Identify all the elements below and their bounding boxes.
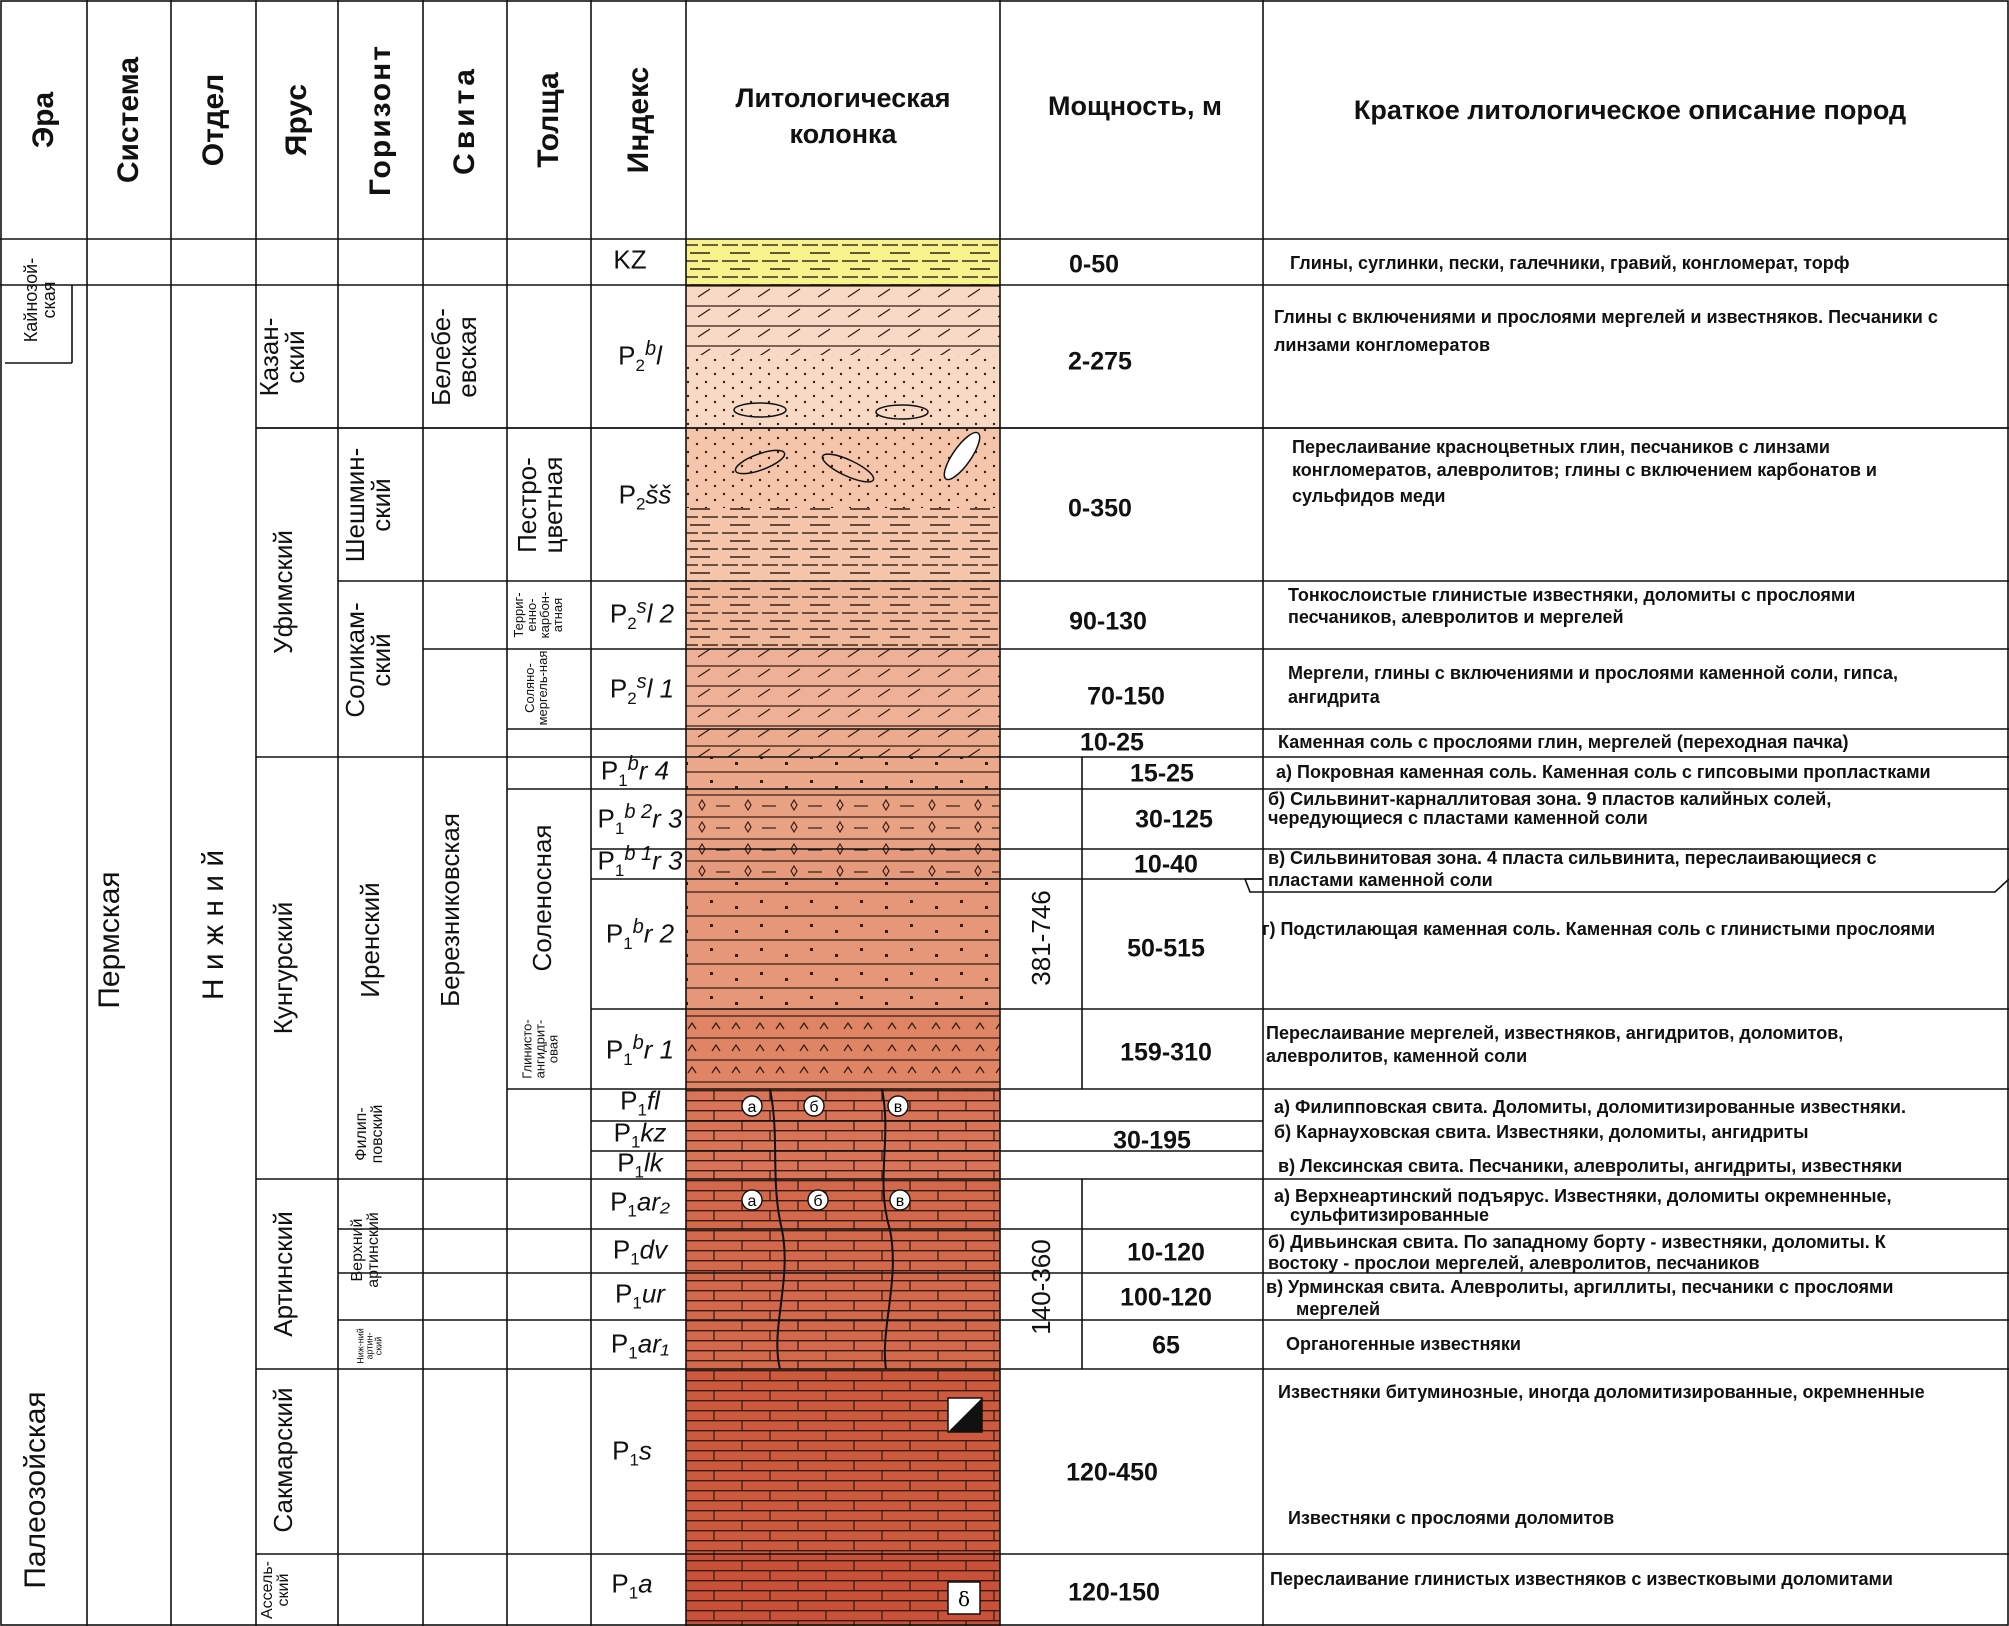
thickness-dv: 10-120 <box>1127 1238 1205 1267</box>
thickness-filippov: 30-195 <box>1113 1126 1191 1155</box>
header-series-label: Отдел <box>196 73 230 166</box>
header-thickness: Мощность, м <box>1047 91 1223 121</box>
unit-glinisto: Глинисто-ангидрит-овая <box>519 1019 561 1079</box>
desc-solyano-2: ангидрита <box>1288 687 1380 707</box>
desc-kz: Глины, суглинки, пески, галечники, гравий, конгломерат, торф <box>1290 253 1850 273</box>
header-description: Краткое литологическое описание пород <box>1353 95 1907 125</box>
index-label: $P_1kz$ <box>613 1117 667 1152</box>
system-perm: Пермская <box>93 871 126 1009</box>
index-label: $P_1^{b 2}r$ 3 <box>597 801 683 838</box>
desc-terrig-1: Тонкослоистые глинистые известняки, доломиты с прослоями <box>1288 585 1856 605</box>
desc-sheshmin-2: конгломератов, алевролитов; глины с включением карбонатов и <box>1292 460 1877 480</box>
header-series <box>171 0 256 239</box>
desc-sakmar-1: Известняки битуминозные, иногда доломитизированные, окремненные <box>1278 1382 1925 1402</box>
thickness-r2: 50-515 <box>1127 934 1205 963</box>
header-era <box>0 0 87 239</box>
desc-ur-1: в) Урминская свита. Алевролиты, аргиллиты, песчаники с прослоями <box>1266 1277 1894 1297</box>
header-horizon-label: Горизонт <box>363 43 397 196</box>
desc-r1-2: алевролитов, каменной соли <box>1266 1046 1528 1066</box>
thickness-transition: 10-25 <box>1080 728 1144 757</box>
stage-assel: Ассель-ский <box>259 1560 292 1620</box>
thickness-r3b2: 30-125 <box>1135 805 1213 834</box>
era-paleozoic: Палеозойская <box>19 1391 52 1589</box>
delta-symbol: δ <box>957 1587 971 1611</box>
marker-a-label: а <box>747 1193 757 1210</box>
desc-sheshmin-3: сульфидов меди <box>1292 486 1446 506</box>
index-label: $P_1^br$ 4 <box>600 753 670 790</box>
index-label: $P_1^{b 1}r$ 3 <box>597 843 683 880</box>
stage-artinsk: Артинский <box>268 1211 298 1337</box>
horizon-lower-artinsk: Ниж-ний артин-ский <box>355 1328 384 1364</box>
desc-r2: г) Подстилающая каменная соль. Каменная соль с глинистыми прослоями <box>1262 919 1936 939</box>
thickness-ur: 100-120 <box>1120 1283 1212 1312</box>
index-label: $P_1a$ <box>611 1568 653 1603</box>
marker-v-label: в <box>895 1193 905 1210</box>
marker-a-label: а <box>747 1099 757 1116</box>
header-index <box>591 0 686 239</box>
horizon-filippov: Филип-повский <box>353 1104 386 1164</box>
index-label: $P_2^bl$ <box>618 338 662 375</box>
thickness-belebey: 2-275 <box>1068 347 1132 376</box>
desc-dv-2: востоку - прослои мергелей, алевролитов, песчаников <box>1268 1253 1760 1273</box>
desc-fl: а) Филипповская свита. Доломиты, доломитизированные известняки. <box>1274 1097 1906 1117</box>
horizon-sheshmin: Шешмин-ский <box>340 447 396 563</box>
desc-r4: а) Покровная каменная соль. Каменная соль с гипсовыми пропластками <box>1276 762 1931 782</box>
desc-r3b2-2: чередующиеся с пластами каменной соли <box>1268 808 1648 828</box>
header-era-label: Эра <box>26 91 60 148</box>
stage-ufa: Уфимский <box>268 530 298 654</box>
bitumen-symbol-icon <box>948 1398 982 1432</box>
thickness-artinsk-total: 140-360 <box>1026 1239 1056 1335</box>
era-cenozoic: Кайнозой-ская <box>21 257 59 343</box>
marker-v-label: в <box>893 1099 903 1116</box>
header-formation <box>423 0 507 239</box>
index-label: $P_2šš$ <box>618 479 672 514</box>
desc-solyano-1: Мергели, глины с включениями и прослоями каменной соли, гипса, <box>1288 663 1898 683</box>
desc-ur-2: мергелей <box>1296 1299 1381 1319</box>
desc-assel: Переслаивание глинистых известняков с известковыми доломитами <box>1270 1569 1893 1589</box>
desc-ar1: Органогенные известняки <box>1286 1334 1521 1354</box>
thickness-assel: 120-150 <box>1068 1578 1160 1607</box>
desc-sheshmin-1: Переслаивание красноцветных глин, песчаников с линзами <box>1292 437 1830 457</box>
marker-b-label: б <box>813 1193 823 1210</box>
index-label: $P_1ar_2$ <box>610 1186 670 1221</box>
thickness-r4: 15-25 <box>1130 759 1194 788</box>
header-system-label: Система <box>112 56 145 183</box>
index-label: $P_1^br$ 2 <box>605 916 675 953</box>
desc-belebey-2: линзами конгломератов <box>1274 335 1491 355</box>
header-lithology: Литологическая колонка <box>735 83 951 150</box>
desc-lk: в) Лексинская свита. Песчаники, алевролиты, ангидриты, известняки <box>1278 1156 1903 1176</box>
header-horizon <box>338 0 423 239</box>
unit-solyano: Соляно-мергель-ная <box>522 650 550 726</box>
thickness-r3b1: 10-40 <box>1134 850 1198 879</box>
header-stage <box>256 0 338 239</box>
desc-terrig-2: песчаников, алевролитов и мергелей <box>1288 607 1624 627</box>
stage-kungur: Кунгурский <box>268 901 298 1035</box>
desc-belebey-1: Глины с включениями и прослоями мергелей и известняков. Песчаники с <box>1274 307 1938 327</box>
desc-r3b1-2: пластами каменной соли <box>1268 870 1493 890</box>
unit-pestro: Пестро-цветная <box>512 456 568 554</box>
desc-ar2-1: а) Верхнеартинский подъярус. Известняки, доломиты окремненные, <box>1274 1186 1892 1206</box>
index-label: $P_2^sl$ 1 <box>609 671 675 708</box>
desc-r1-1: Переслаивание мергелей, известняков, ангидритов, доломитов, <box>1266 1023 1844 1043</box>
thickness-kz: 0-50 <box>1068 250 1120 279</box>
index-label: KZ <box>613 244 647 275</box>
index-label: $P_1^br$ 1 <box>605 1032 675 1069</box>
series-lower: Н и ж н и й <box>197 849 230 1001</box>
desc-r3b2-1: б) Сильвинит-карналлитовая зона. 9 пластов калийных солей, <box>1268 789 1832 809</box>
lithology-column <box>686 239 1000 1626</box>
desc-sakmar-2: Известняки с прослоями доломитов <box>1288 1508 1615 1528</box>
index-label: $P_1ar_1$ <box>610 1328 670 1363</box>
index-label: $P_2^sl$ 2 <box>609 596 675 633</box>
unit-terrig: Терриг-енно-карбон-атная <box>511 591 565 639</box>
thickness-sheshmin: 0-350 <box>1068 494 1132 523</box>
stage-kazan: Казан-ский <box>254 317 310 397</box>
desc-ar2-2: сульфитизированные <box>1290 1205 1489 1225</box>
horizon-upper-artinsk: Верхний артинский <box>349 1212 382 1288</box>
formation-belebey: Белебе-евская <box>426 308 482 406</box>
desc-dv-1: б) Дивьинская свита. По западному борту - известняки, доломиты. К <box>1268 1232 1886 1252</box>
horizon-iren: Иренский <box>355 882 385 998</box>
formation-bereznikov: Березниковская <box>435 813 465 1007</box>
thickness-ar1: 65 <box>1152 1331 1180 1360</box>
desc-transition: Каменная соль с прослоями глин, мергелей (переходная пачка) <box>1278 732 1849 752</box>
header-unit <box>507 0 591 239</box>
thickness-terrig: 90-130 <box>1069 607 1147 636</box>
header-system <box>87 0 171 239</box>
marker-b-label: б <box>809 1099 819 1116</box>
index-label: $P_1lk$ <box>617 1147 663 1182</box>
desc-kz2: б) Карнауховская свита. Известняки, доломиты, ангидриты <box>1274 1122 1809 1142</box>
index-label: $P_1s$ <box>612 1435 652 1470</box>
horizon-solikamsk: Соликам-ский <box>340 602 396 718</box>
thickness-kungur-total: 381-746 <box>1026 890 1056 986</box>
thickness-r1: 159-310 <box>1120 1038 1212 1067</box>
index-label: $P_1ur$ <box>615 1278 665 1313</box>
header-stage-label: Ярус <box>280 83 313 156</box>
index-label: $P_1dv$ <box>612 1234 668 1269</box>
thickness-solyano: 70-150 <box>1087 682 1165 711</box>
header-formation-label: Свита <box>448 64 481 175</box>
desc-r3b1-1: в) Сильвинитовая зона. 4 пласта сильвинита, переслаивающиеся с <box>1268 848 1877 868</box>
stage-sakmar: Сакмарский <box>268 1387 298 1533</box>
header-unit-label: Толща <box>532 71 565 168</box>
thickness-sakmar: 120-450 <box>1066 1458 1158 1487</box>
header-index-label: Индекс <box>621 66 655 173</box>
index-label: $P_1fl$ <box>620 1085 660 1120</box>
unit-solenos: Соленосная <box>527 824 557 972</box>
